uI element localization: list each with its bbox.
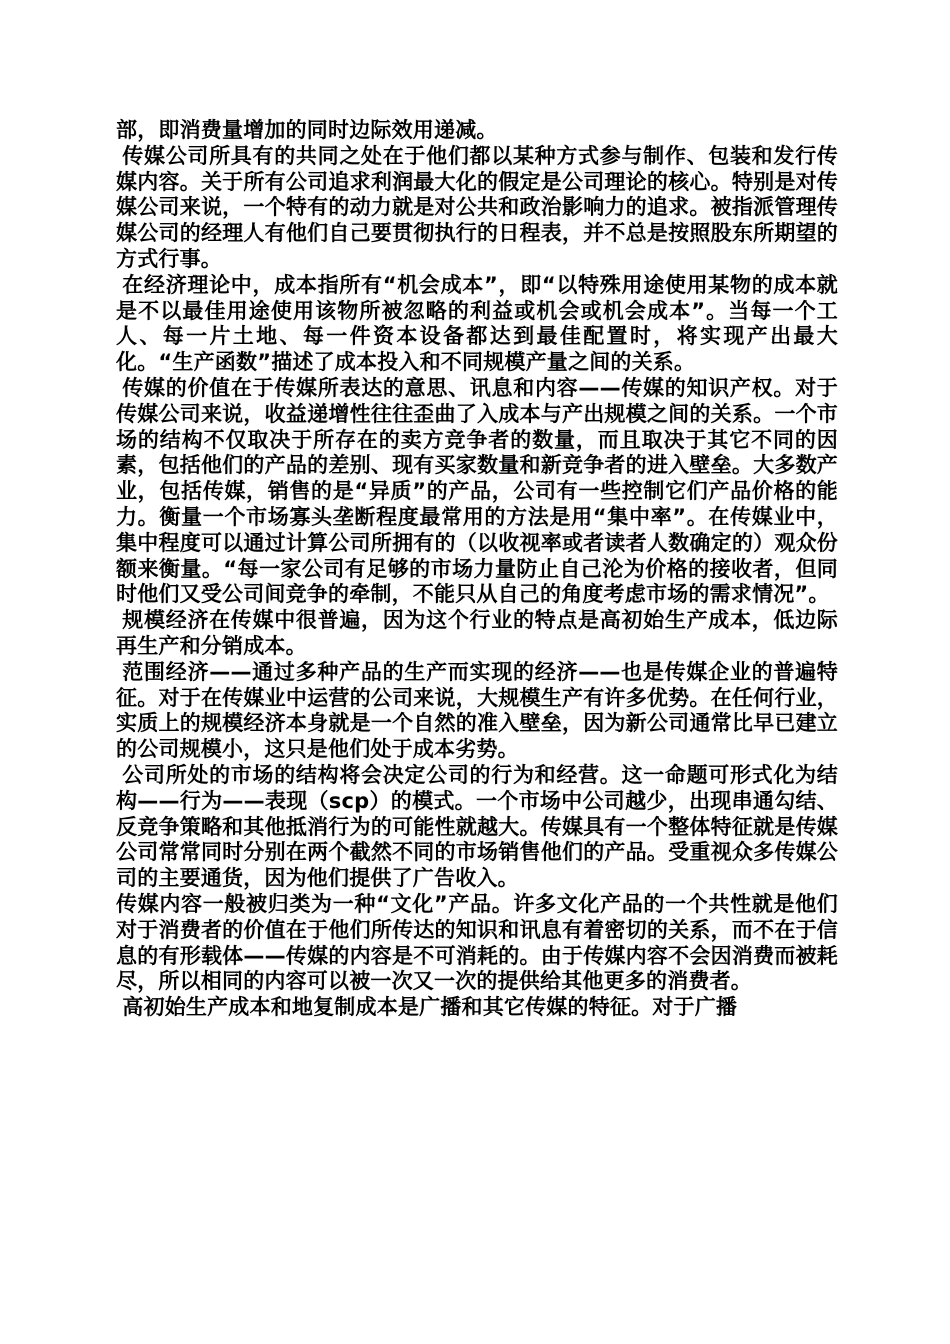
paragraph-5: 规模经济在传媒中很普遍，因为这个行业的特点是高初始生产成本，低边际再生产和分销成本。 [116,608,838,658]
paragraph-3: 在经济理论中，成本指所有“机会成本”，即“以特殊用途使用某物的成本就是不以最佳用途使用该物所被忽略的利益或机会或机会成本”。当每一个工人、每一片土地、每一件资本设备都达到最佳配置时，将实现产出最大化。“生产函数”描述了成本投入和不同规模产量之间的关系。 [116,272,838,375]
paragraph-7: 公司所处的市场的结构将会决定公司的行为和经营。这一命题可形式化为结构——行为——表现（scp）的模式。一个市场中公司越少，出现串通勾结、反竞争策略和其他抵消行为的可能性就越大。传媒具有一个整体特征就是传媒公司常常同时分别在两个截然不同的市场销售他们的产品。受重视众多传媒公司的主要通货，因为他们提供了广告收入。 [116,762,838,891]
paragraph-1: 部，即消费量增加的同时边际效用递减。 [116,118,498,142]
paragraph-9: 高初始生产成本和地复制成本是广播和其它传媒的特征。对于广播 [122,995,738,1020]
paragraph-2: 传媒公司所具有的共同之处在于他们都以某种方式参与制作、包装和发行传媒内容。关于所有公司追求利润最大化的假定是公司理论的核心。特别是对传媒公司来说，一个特有的动力就是对公共和政治影响力的追求。被指派管理传媒公司的经理人有他们自己要贯彻执行的日程表，并不总是按照股东所期望的方式行事。 [116,143,838,271]
document-page [116,118,838,1021]
paragraph-4: 传媒的价值在于传媒所表达的意思、讯息和内容——传媒的知识产权。对于传媒公司来说，收益递增性往往歪曲了入成本与产出规模之间的关系。一个市场的结构不仅取决于所存在的卖方竞争者的数量，而且取决于其它不同的因素，包括他们的产品的差别、现有买家数量和新竞争者的进入壁垒。大多数产业，包括传媒，销售的是“异质”的产品，公司有一些控制它们产品价格的能力。衡量一个市场寡头垄断程度最常用的方法是用“集中率”。在传媒业中，集中程度可以通过计算公司所拥有的（以收视率或者读者人数确定的）观众份额来衡量。“每一家公司有足够的市场力量防止自己沦为价格的接收者，但同时他们又受公司间竞争的牵制，不能只从自己的角度考虑市场的需求情况”。 [116,375,838,607]
paragraph-6: 范围经济——通过多种产品的生产而实现的经济——也是传媒企业的普遍特征。对于在传媒业中运营的公司来说，大规模生产有许多优势。在任何行业，实质上的规模经济本身就是一个自然的准入壁垒，因为新公司通常比早已建立的公司规模小，这只是他们处于成本劣势。 [116,659,838,762]
paragraph-8: 传媒内容一般被归类为一种“文化”产品。许多文化产品的一个共性就是他们对于消费者的价值在于他们所传达的知识和讯息有着密切的关系，而不在于信息的有形载体——传媒的内容是不可消耗的。由于传媒内容不会因消费而被耗尽，所以相同的内容可以被一次又一次的提供给其他更多的消费者。 [116,891,838,994]
